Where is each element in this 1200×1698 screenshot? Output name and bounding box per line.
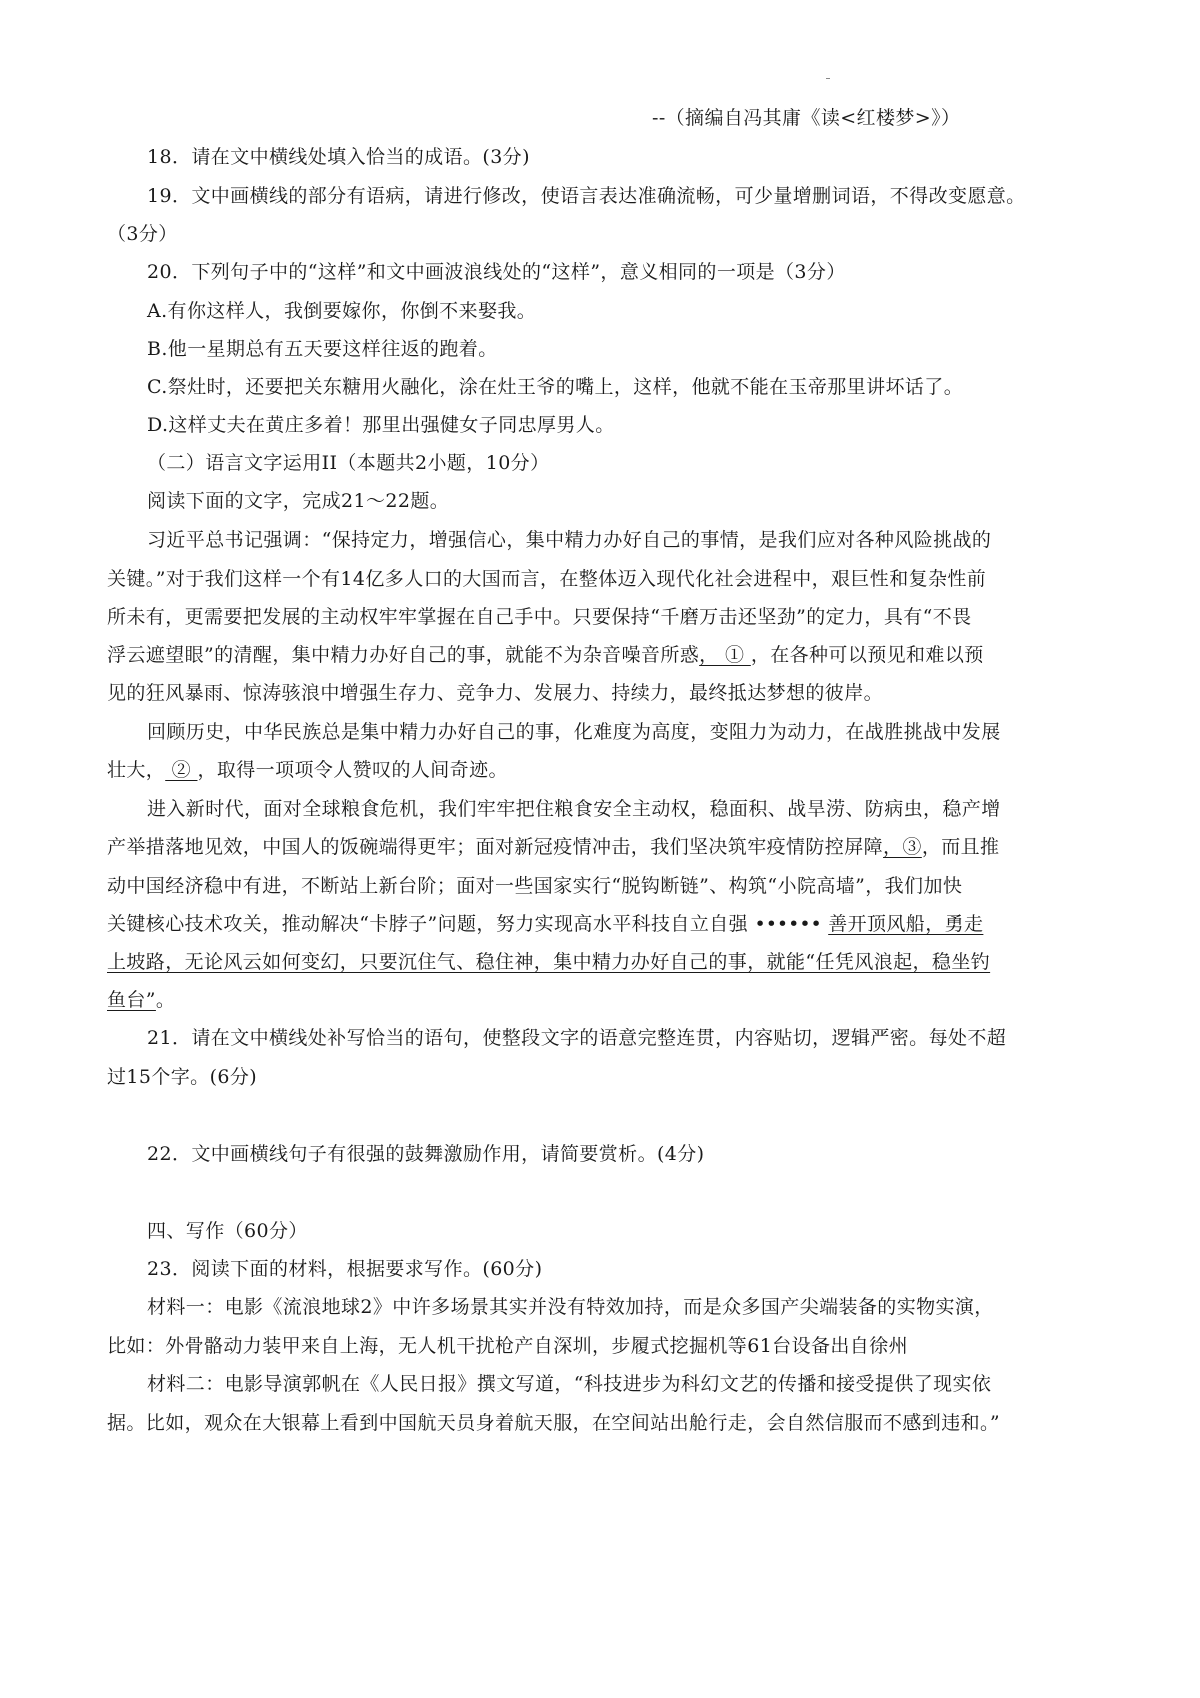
passage-p2-line-2-text-b: ，取得一项项令人赞叹的人间奇迹。 bbox=[197, 759, 508, 781]
passage-p1-line-4-text-b: ，在各种可以预见和难以预 bbox=[750, 644, 984, 666]
section-2-heading: （二）语言文字运用II（本题共2小题，10分） bbox=[147, 452, 550, 474]
passage-p3-line-1: 进入新时代，面对全球粮食危机，我们牢牢把住粮食安全主动权，稳面积、战旱涝、防病虫，稳产增 bbox=[147, 798, 1001, 820]
material-1-line-1: 材料一：电影《流浪地球2》中许多场景其实并没有特效加持，而是众多国产尖端装备的实物实演， bbox=[147, 1296, 994, 1318]
question-19-line-2: （3分） bbox=[107, 223, 178, 245]
passage-p3-line-4 bbox=[107, 912, 983, 936]
passage-p1-line-4 bbox=[107, 643, 984, 667]
source-citation: --（摘编自冯其庸《读<红楼梦>》） bbox=[652, 107, 961, 129]
blank-2: ② bbox=[165, 759, 198, 781]
passage-p2-line-1: 回顾历史，中华民族总是集中精力办好自己的事，化难度为高度，变阻力为动力，在战胜挑战中发展 bbox=[147, 721, 1001, 743]
blank-3: ，③ bbox=[883, 836, 922, 858]
underlined-sentence-part-1: 善开顶风船，勇走 bbox=[828, 913, 984, 935]
passage-p3-line-4-text: 关键核心技术攻关，推动解决“卡脖子”问题，努力实现高水平科技自立自强 bbox=[107, 913, 749, 935]
material-2-line-2: 据。比如，观众在大银幕上看到中国航天员身着航天服，在空间站出舱行走，会自然信服而不感到违和。” bbox=[107, 1412, 1001, 1434]
question-23: 23．阅读下面的材料，根据要求写作。(60分) bbox=[147, 1258, 543, 1280]
question-19-line-1: 19．文中画横线的部分有语病，请进行修改，使语言表达准确流畅，可少量增删词语，不得改变愿意。 bbox=[147, 185, 1026, 207]
underlined-sentence-part-3: 鱼台” bbox=[107, 989, 156, 1011]
passage-p2-line-2-text-a: 壮大， bbox=[107, 759, 166, 781]
question-20: 20．下列句子中的“这样”和文中画波浪线处的“这样”，意义相同的一项是（3分） bbox=[147, 261, 846, 283]
question-21-line-2: 过15个字。(6分) bbox=[107, 1066, 258, 1088]
passage-p3-line-2 bbox=[107, 835, 999, 859]
passage-p3-line-2-text-a: 产举措落地见效，中国人的饭碗端得更牢；面对新冠疫情冲击，我们坚决筑牢疫情防控屏障 bbox=[107, 836, 884, 858]
passage-p3-line-5 bbox=[107, 950, 990, 974]
passage-p3-line-2-text-b: ，而且推 bbox=[921, 836, 1000, 858]
passage-p3-line-6-end: 。 bbox=[155, 989, 176, 1011]
passage-p2-line-2 bbox=[107, 758, 508, 782]
ellipsis-dots: •••••• bbox=[754, 913, 822, 935]
passage-p1-line-1: 习近平总书记强调：“保持定力，增强信心，集中精力办好自己的事情，是我们应对各种风险挑战的 bbox=[147, 529, 992, 551]
passage-p1-line-3: 所未有，更需要把发展的主动权牢牢掌握在自己手中。只要保持“千磨万击还坚劲”的定力，具有“不畏 bbox=[107, 606, 972, 628]
passage-p1-line-5: 见的狂风暴雨、惊涛骇浪中增强生存力、竞争力、发展力、持续力，最终抵达梦想的彼岸。 bbox=[107, 682, 884, 704]
passage-p3-line-3: 动中国经济稳中有进，不断站上新台阶；面对一些国家实行“脱钩断链”、构筑“小院高墙”，我们加快 bbox=[107, 875, 963, 897]
reading-instruction: 阅读下面的文字，完成21～22题。 bbox=[147, 490, 450, 512]
underlined-sentence-part-2: 上坡路，无论风云如何变幻，只要沉住气、稳住神，集中精力办好自己的事，就能“任凭风浪起，稳坐钓 bbox=[107, 951, 991, 973]
question-20-option-b: B.他一星期总有五天要这样往返的跑着。 bbox=[147, 338, 498, 360]
question-18: 18．请在文中横线处填入恰当的成语。(3分) bbox=[147, 146, 530, 168]
question-21-line-1: 21．请在文中横线处补写恰当的语句，使整段文字的语意完整连贯，内容贴切，逻辑严密。每处不超 bbox=[147, 1027, 1007, 1049]
section-4-heading: 四、写作（60分） bbox=[147, 1220, 308, 1242]
material-1-line-2: 比如：外骨骼动力装甲来自上海，无人机干扰枪产自深圳，步履式挖掘机等61台设备出自徐州 bbox=[107, 1335, 908, 1357]
question-20-option-c: C.祭灶时，还要把关东糖用火融化，涂在灶王爷的嘴上，这样，他就不能在玉帝那里讲坏话了。 bbox=[147, 376, 964, 398]
scan-mark bbox=[826, 78, 830, 79]
question-22: 22．文中画横线句子有很强的鼓舞激励作用，请简要赏析。(4分) bbox=[147, 1143, 705, 1165]
question-20-option-d: D.这样丈夫在黄庄多着！那里出强健女子同忠厚男人。 bbox=[147, 414, 615, 436]
passage-p1-line-2: 关键。”对于我们这样一个有14亿多人口的大国而言，在整体迈入现代化社会进程中，艰巨性和复杂性前 bbox=[107, 568, 987, 590]
material-2-line-1: 材料二：电影导演郭帆在《人民日报》撰文写道，“科技进步为科幻文艺的传播和接受提供了现实依 bbox=[147, 1373, 992, 1395]
passage-p3-line-6 bbox=[107, 988, 175, 1012]
question-20-option-a: A.有你这样人，我倒要嫁你，你倒不来娶我。 bbox=[147, 300, 537, 322]
passage-p1-line-4-text-a: 浮云遮望眼”的清醒，集中精力办好自己的事，就能不为杂音噪音所惑 bbox=[107, 644, 700, 666]
blank-1: ， ① bbox=[699, 644, 751, 666]
